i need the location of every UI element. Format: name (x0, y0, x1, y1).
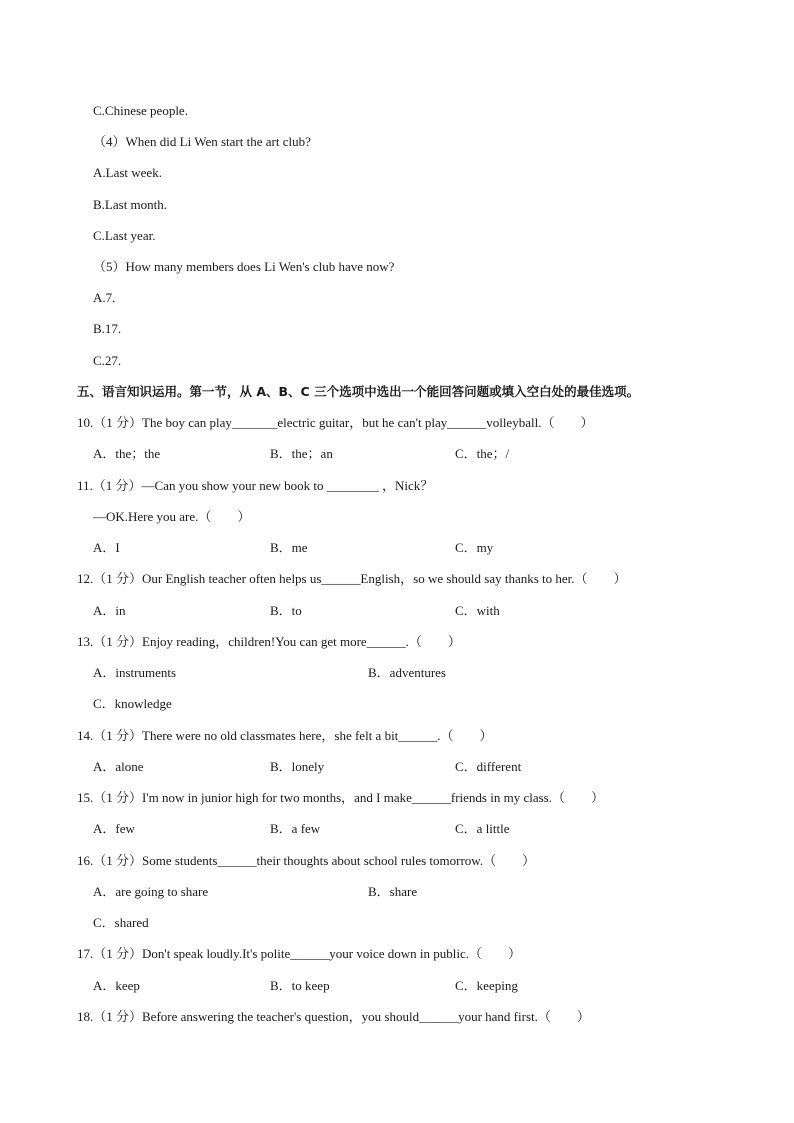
question-17-stem: 17.（1 分）Don't speak loudly.It's polite______your voice down in public.（ ） (77, 946, 521, 961)
question-14-options (0, 759, 794, 775)
question-5-option-c: C.27. (93, 353, 122, 368)
question-16-options (0, 884, 794, 900)
question-11-stem: 11.（1 分）—Can you show your new book to ________ ，Nick？ (77, 478, 434, 493)
question-14-stem: 14.（1 分）There were no old classmates here，she felt a bit______.（ ） (77, 728, 493, 743)
question-16-option-a: A．are going to share (93, 884, 209, 899)
question-15-options (0, 821, 794, 837)
option-c-prev: C.Chinese people. (93, 103, 188, 118)
question-11-option-a: A．I (93, 540, 120, 555)
question-13-option-c: C．knowledge (93, 696, 172, 711)
question-14-option-a: A．alone (93, 759, 144, 774)
question-12-options (0, 603, 794, 619)
question-10-option-c: C．the；/ (455, 446, 510, 461)
question-4-option-a: A.Last week. (93, 165, 162, 180)
question-5-option-a: A.7. (93, 290, 116, 305)
question-10-option-a: A．the；the (93, 446, 161, 461)
question-10-option-b: B．the；an (270, 446, 333, 461)
question-17-option-a: A．keep (93, 978, 140, 993)
question-14-option-c: C．different (455, 759, 522, 774)
question-12-option-a: A．in (93, 603, 126, 618)
question-17-option-c: C．keeping (455, 978, 518, 993)
question-10-options (0, 446, 794, 462)
question-11-options (0, 540, 794, 556)
question-15-option-c: C．a little (455, 821, 510, 836)
section-heading: 五、语言知识运用。第一节，从 A、B、C 三个选项中选出一个能回答问题或填入空白处的最佳选项。 (77, 384, 640, 399)
question-4-option-b: B.Last month. (93, 197, 168, 212)
question-12-stem: 12.（1 分）Our English teacher often helps us______English，so we should say thanks to her.（ ） (77, 571, 627, 586)
question-12-option-b: B．to (270, 603, 302, 618)
question-13-stem: 13.（1 分）Enjoy reading，children!You can get more______.（ ） (77, 634, 461, 649)
question-11-option-b: B．me (270, 540, 308, 555)
question-16-option-b: B．share (368, 884, 418, 899)
question-17-option-b: B．to keep (270, 978, 330, 993)
question-5-option-b: B.17. (93, 321, 122, 336)
question-13-option-a: A．instruments (93, 665, 177, 680)
question-11-option-c: C．my (455, 540, 494, 555)
question-17-options (0, 978, 794, 994)
question-15-option-a: A．few (93, 821, 135, 836)
question-10-stem: 10.（1 分）The boy can play_______electric guitar，but he can't play______volleyball.（ ） (77, 415, 594, 430)
question-12-option-c: C．with (455, 603, 500, 618)
question-15-stem: 15.（1 分）I'm now in junior high for two months，and I make______friends in my class.（ ） (77, 790, 604, 805)
question-5-stem: （5）How many members does Li Wen's club have now? (93, 259, 395, 274)
question-18-stem: 18.（1 分）Before answering the teacher's question，you should______your hand first.（ ） (77, 1009, 590, 1024)
question-4-stem: （4）When did Li Wen start the art club? (93, 134, 311, 149)
question-13-options (0, 665, 794, 681)
question-15-option-b: B．a few (270, 821, 321, 836)
question-11-stem-reply: —OK.Here you are.（ ） (93, 509, 251, 524)
question-16-option-c: C．shared (93, 915, 149, 930)
question-13-option-b: B．adventures (368, 665, 446, 680)
question-16-stem: 16.（1 分）Some students______their thoughts about school rules tomorrow.（ ） (77, 853, 536, 868)
question-14-option-b: B．lonely (270, 759, 325, 774)
question-4-option-c: C.Last year. (93, 228, 156, 243)
